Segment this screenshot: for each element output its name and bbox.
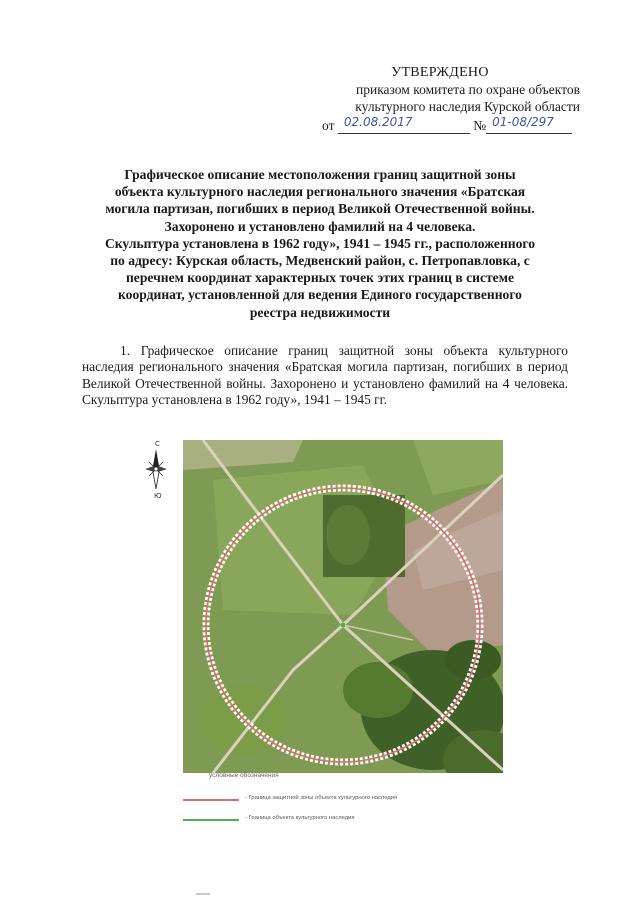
title-line: по адресу: Курская область, Медвенский район, с. Петропавловка, с [110,253,530,269]
title-line: Графическое описание местоположения границ защитной зоны [124,167,516,182]
handwritten-date: 02.08.2017 [343,115,413,129]
legend-object-label: - Граница объекта культурного наследия [245,815,355,821]
title-line: Скульптура установлена в 1962 году», 1941 – 1945 гг., расположенного [104,235,536,251]
approval-date-number [322,115,572,134]
title-line: Захоронено и установлено фамилий на 4 человека. [164,218,476,234]
title-line: объекта культурного наследия регионального значения «Братская [114,184,526,200]
date-field [338,115,470,134]
compass-rose-icon [140,438,172,500]
approval-block [300,64,580,115]
legend-object-swatch [183,819,239,821]
map-legend [183,770,503,840]
legend-zone-label: - Граница защитной зоны объекта культурного наследия [245,795,398,801]
page-footer-mark [196,893,210,895]
approval-heading: УТВЕРЖДЕНО [391,65,489,80]
handwritten-number: 01-08/297 [492,115,554,129]
section-1-text: 1. Графическое описание границ защитной зоны объекта культурного наследия регионального значения «Братская могила партизан, погибших в период Великой Отечественной войны. Захоронено и установлено фамилий на 4 человека. Скульптура установлена в 1962 году», 1941 – 1945 гг. [82,343,568,408]
date-prefix: от [322,118,335,133]
legend-title: условные обозначения [209,772,279,779]
legend-zone-swatch [183,799,239,801]
approval-line-1: приказом комитета по охране объектов [356,82,580,97]
compass-north-label: С [155,440,160,448]
document-title [82,166,558,321]
compass-south-label: Ю [154,492,162,500]
approval-line-2: культурного наследия Курской области [355,99,580,114]
title-line: перечнем координат характерных точек этих границ в системе [125,270,515,286]
title-line: могила партизан, погибших в период Великой Отечественной войны. [105,201,535,217]
number-prefix: № [473,118,487,133]
title-line: реестра недвижимости [249,304,391,320]
title-line: координат, установленной для ведения Единого государственного [118,287,522,303]
number-field [486,115,572,134]
section-1 [82,343,568,409]
aerial-map [183,440,503,773]
